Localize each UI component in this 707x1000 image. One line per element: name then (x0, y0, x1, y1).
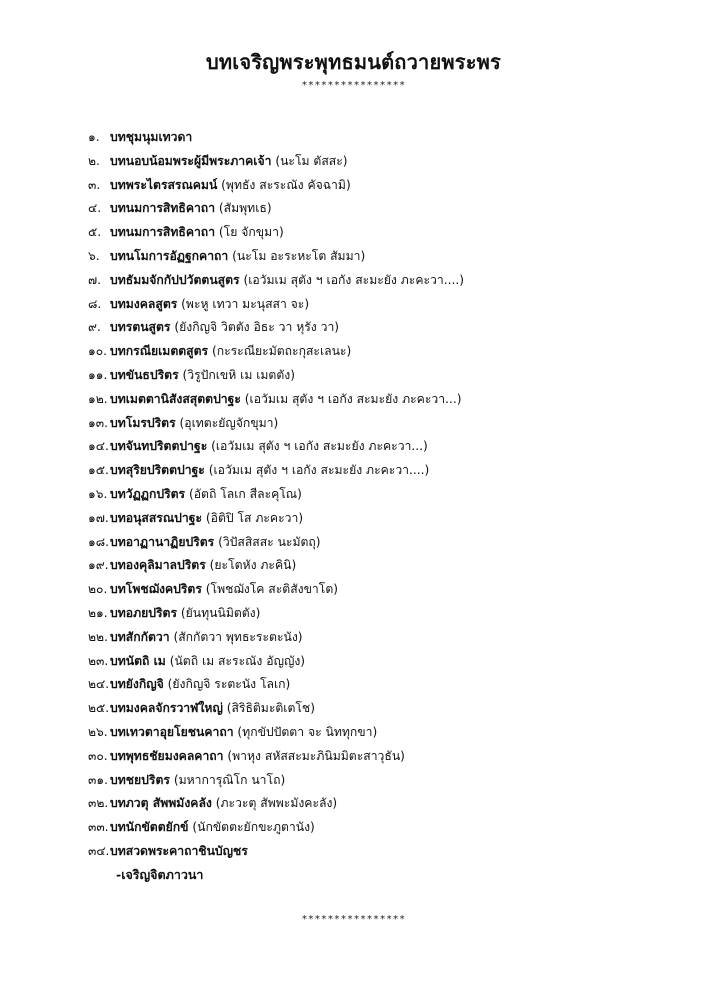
item-title: บทนัตถิ เม (110, 653, 166, 668)
item-number: ๑๐. (88, 344, 108, 359)
list-item (88, 578, 688, 602)
list-item (88, 507, 688, 531)
item-number: ๒๔. (88, 677, 110, 692)
item-title: บทเทวตาอุยโยชนคาถา (110, 724, 234, 739)
item-title: บทพระไตรสรณคมน์ (110, 177, 218, 192)
list-item (88, 412, 688, 436)
item-incipit: (พาหุง สหัสสะมะภินิมมิตะสาวุธัน) (227, 748, 405, 763)
list-item (88, 197, 688, 221)
item-title: บทยังกิญจิ (110, 677, 164, 692)
item-number: ๓๔. (88, 843, 110, 858)
item-incipit: (เอวัมเม สุตัง ฯ เอกัง สะมะยัง ภะคะวา...) (211, 439, 428, 454)
item-incipit: (อัตถิ โลเก สีละคุโณ) (188, 486, 302, 501)
item-title: บทอภยปริตร (110, 605, 178, 620)
divider-bottom: **************** (301, 914, 406, 925)
item-incipit: (วิปัสสิสสะ นะมัตถุ) (218, 534, 321, 549)
item-number: ๒๖. (88, 724, 108, 739)
item-number: ๒๕. (88, 701, 110, 716)
item-number: ๑. (88, 130, 100, 144)
item-number: ๓๐. (88, 748, 108, 763)
list-item (88, 626, 688, 650)
item-title: บทสุริยปริตตปาฐะ (110, 463, 205, 478)
item-number: ๓๑. (88, 772, 108, 787)
list-item (88, 340, 688, 364)
item-incipit: (อิติปิ โส ภะคะวา) (205, 510, 304, 525)
item-number: ๑๓. (88, 415, 108, 430)
item-title: บทขันธปริตร (110, 367, 179, 382)
item-incipit: (พุทธัง สะระณัง คัจฉามิ) (221, 177, 351, 192)
item-number: ๒. (88, 153, 100, 168)
item-incipit: (ยะโตหัง ภะคินิ) (209, 558, 297, 573)
item-incipit: (นัตถิ เม สะระณัง อัญญัง) (169, 653, 306, 668)
item-number: ๒๒. (88, 629, 108, 644)
item-incipit: (กะระณียะมัตถะกุสะเลนะ) (211, 344, 352, 359)
item-number: ๒๓. (88, 653, 109, 668)
divider-top: **************** (301, 80, 406, 91)
item-incipit: (นักขัตตะยักขะภูตานัง) (192, 820, 315, 835)
item-number: ๔. (88, 201, 102, 216)
item-number: ๓๓. (88, 820, 109, 835)
item-title: บทอนุสสรณปาฐะ (110, 510, 203, 525)
item-title: บทนโมการอัฏฐกคาถา (110, 248, 229, 263)
item-number: ๒๑. (88, 605, 108, 620)
item-incipit: (เอวัมเม สุตัง ฯ เอกัง สะมะยัง ภะคะวา....) (208, 463, 430, 478)
item-incipit: (ยังกิญจิ ระตะนัง โลเก) (167, 677, 291, 692)
item-incipit: (นะโม ตัสสะ) (275, 153, 348, 168)
list-item (88, 483, 688, 507)
item-title: บทนมการสิทธิคาถา (110, 201, 216, 216)
list-item (88, 269, 688, 293)
closing-line: -เจริญจิตภาวนา (116, 867, 204, 882)
item-incipit: (ภะวะตุ สัพพะมังคะลัง) (215, 796, 338, 811)
item-number: ๑๗. (88, 510, 109, 525)
item-number: ๗. (88, 272, 102, 287)
list-item (88, 126, 688, 150)
item-title: บทเมตตานิสังสสุตตปาฐะ (110, 391, 241, 406)
item-title: บทรตนสูตร (110, 320, 171, 335)
page-title: บทเจริญพระพุทธมนต์ถวายพระพร (206, 50, 501, 74)
list-item (88, 697, 688, 721)
list-item (88, 459, 688, 483)
list-item (88, 745, 688, 769)
list-item (88, 554, 688, 578)
item-title: บทสวดพระคาถาชินบัญชร (110, 843, 248, 858)
item-title: บทพุทธชัยมงคลคาถา (110, 748, 224, 763)
item-title: บทองคุลิมาลปริตร (110, 558, 206, 573)
item-incipit: (วิรูปักเขหิ เม เมตตัง) (182, 367, 295, 382)
item-number: ๘. (88, 296, 102, 311)
item-title: บทมงคลจักรวาฬใหญ่ (110, 701, 223, 716)
item-number: ๑๖. (88, 486, 108, 501)
item-title: บทชุมนุมเทวดา (110, 130, 193, 144)
item-title: บทสักกัตวา (110, 629, 170, 644)
item-title: บทกรณียเมตตสูตร (110, 344, 209, 359)
item-incipit: (เอวัมเม สุตัง ฯ เอกัง สะมะยัง ภะคะวา...) (244, 391, 462, 406)
list-item (88, 435, 688, 459)
item-title: บทนักขัตตยักข์ (110, 820, 189, 835)
list-item (88, 388, 688, 412)
list-item (88, 316, 688, 340)
item-incipit: (สัมพุทเธ) (218, 201, 272, 216)
item-incipit: (ยังกิญจิ วิตตัง อิธะ วา หุรัง วา) (174, 320, 340, 335)
list-item (88, 245, 688, 269)
list-item (88, 650, 688, 674)
item-title: บทนมการสิทธิคาถา (110, 225, 216, 240)
list-item (88, 150, 688, 174)
item-incipit: (พะหู เทวา มะนุสสา จะ) (181, 296, 310, 311)
item-incipit: (ทุกขัปปัตตา จะ นิททุกขา) (237, 724, 378, 739)
item-number: ๕. (88, 225, 102, 240)
item-title: บทมงคลสูตร (110, 296, 178, 311)
list-item (88, 816, 688, 840)
list-item (88, 174, 688, 198)
list-item (88, 221, 688, 245)
item-number: ๖. (88, 248, 100, 263)
item-number: ๑๙. (88, 558, 109, 573)
item-incipit: (เอวัมเม สุตัง ฯ เอกัง สะมะยัง ภะคะวา....) (243, 272, 464, 287)
list-item (88, 531, 688, 555)
item-number: ๑๘. (88, 534, 110, 549)
item-title: บทนอบน้อมพระผู้มีพระภาคเจ้า (110, 153, 272, 168)
item-incipit: (ยันทุนนิมิตตัง) (180, 605, 261, 620)
item-title: บทโพชฌังคปริตร (110, 582, 202, 597)
item-number: ๓. (88, 177, 101, 192)
item-number: ๒๐. (88, 582, 108, 597)
item-title: บทอาฏานาฏิยปริตร (110, 534, 215, 549)
list-item (88, 769, 688, 793)
item-incipit: (สักกัตวา พุทธะระตะนัง) (173, 629, 303, 644)
list-item (88, 293, 688, 317)
item-incipit: (มหาการุณิโก นาโถ) (173, 772, 286, 787)
item-title: บทโมรปริตร (110, 415, 176, 430)
item-number: ๓๒. (88, 796, 109, 811)
list-item (88, 364, 688, 388)
list-item (88, 721, 688, 745)
item-title: บทภวตุ สัพพมังคลัง (110, 796, 212, 811)
list-item (88, 673, 688, 697)
list-item (88, 840, 688, 864)
item-number: ๑๕. (88, 463, 109, 478)
item-incipit: (อุเทตะยัญจักขุมา) (179, 415, 279, 430)
list-item (88, 602, 688, 626)
item-title: บทวัฏฏกปริตร (110, 486, 186, 501)
item-number: ๑๔. (88, 439, 109, 454)
item-incipit: (สิริธิติมะติเตโช) (226, 701, 315, 716)
chant-list (88, 126, 688, 864)
item-title: บทชยปริตร (110, 772, 170, 787)
item-number: ๑๒. (88, 391, 108, 406)
item-number: ๑๑. (88, 367, 108, 382)
item-title: บทธัมมจักกัปปวัตตนสูตร (110, 272, 240, 287)
list-item (88, 792, 688, 816)
item-number: ๙. (88, 320, 101, 335)
item-incipit: (นะโม อะระหะโต สัมมา) (232, 248, 366, 263)
item-title: บทจันทปริตตปาฐะ (110, 439, 208, 454)
item-incipit: (โพชฌังโค สะติสังขาโต) (205, 582, 338, 597)
item-incipit: (โย จักขุมา) (218, 225, 284, 240)
